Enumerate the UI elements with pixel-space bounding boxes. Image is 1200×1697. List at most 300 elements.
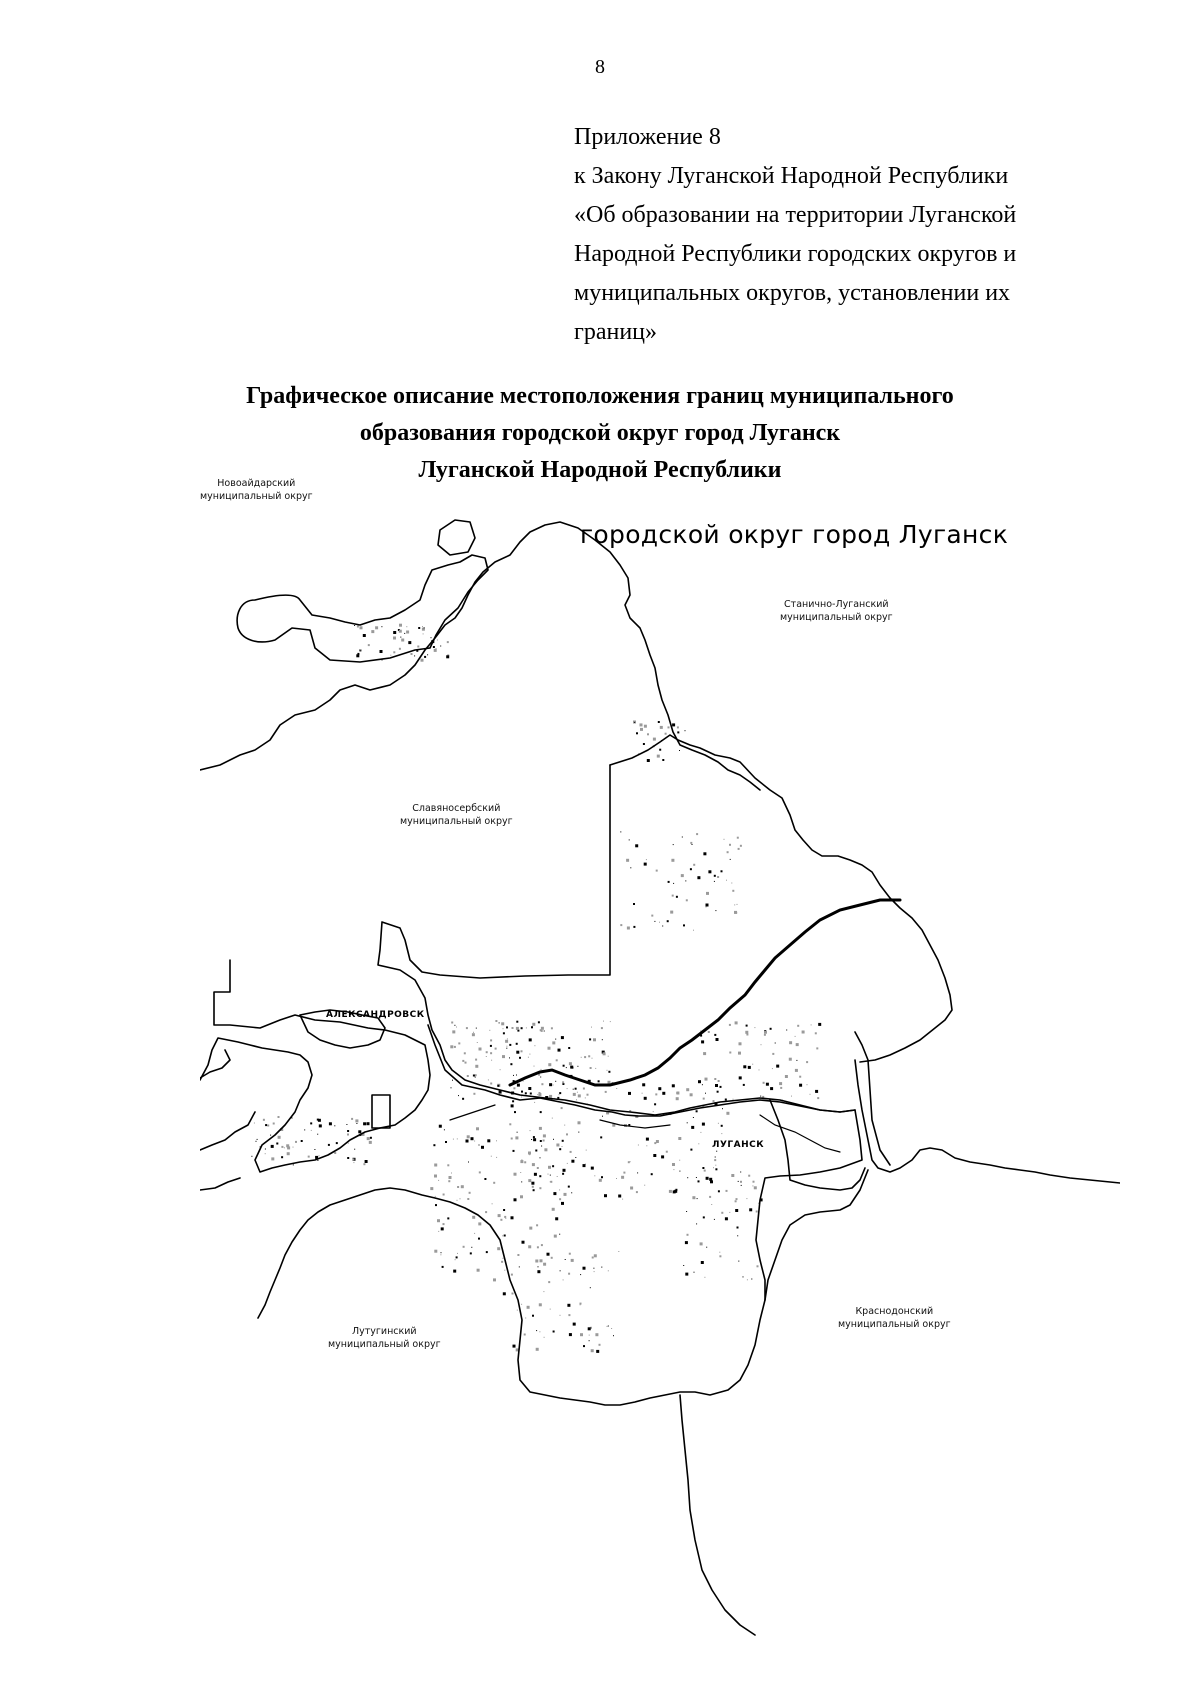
- map-speckle: [501, 1022, 504, 1025]
- map-speckle: [357, 626, 359, 628]
- map-speckle: [371, 630, 374, 633]
- map-speckle: [734, 904, 735, 905]
- map-speckle: [505, 1218, 506, 1219]
- map-speckle: [472, 1216, 475, 1219]
- map-speckle: [557, 1176, 558, 1177]
- map-speckle: [493, 1182, 495, 1184]
- map-speckle: [736, 1198, 738, 1200]
- title-line: Графическое описание местоположения границ муниципального: [246, 383, 954, 409]
- map-speckle: [400, 637, 401, 638]
- map-speckle: [319, 1124, 322, 1127]
- map-speckle: [547, 1253, 550, 1256]
- map-speckle: [434, 1175, 437, 1178]
- map-speckle: [786, 1030, 787, 1031]
- document-title: [0, 378, 1200, 489]
- map-speckle: [731, 1174, 734, 1177]
- map-speckle: [503, 1032, 505, 1034]
- map-speckle: [601, 1176, 603, 1178]
- map-speckle: [567, 1088, 568, 1089]
- map-speckle: [528, 1152, 531, 1155]
- map-speckle: [583, 1345, 585, 1347]
- map-speckle: [637, 1172, 638, 1173]
- map-speckle: [441, 1252, 442, 1253]
- map-speckle: [487, 1139, 490, 1142]
- map-speckle: [464, 1052, 466, 1054]
- map-speckle: [704, 1170, 706, 1172]
- map-speckle: [729, 844, 731, 846]
- map-speckle: [661, 1155, 664, 1158]
- map-speckle: [531, 1182, 534, 1185]
- map-speckle: [591, 1349, 594, 1352]
- map-speckle: [456, 1027, 457, 1028]
- region-label-novoaidar: Новоайдарский муниципальный округ: [200, 478, 313, 502]
- map-speckle: [685, 880, 686, 881]
- map-speckle: [789, 1041, 792, 1044]
- map-speckle: [818, 1023, 821, 1026]
- map-speckle: [411, 653, 413, 655]
- map-speckle: [358, 1130, 361, 1133]
- map-speckle: [270, 1135, 271, 1136]
- map-speckle: [502, 1235, 503, 1236]
- map-speckle: [504, 1235, 506, 1237]
- map-speckle: [776, 1065, 779, 1068]
- map-speckle: [548, 1166, 551, 1169]
- map-speckle: [706, 1247, 707, 1248]
- map-speckle: [724, 839, 725, 840]
- map-speckle: [553, 1331, 555, 1333]
- map-speckle: [461, 1185, 464, 1188]
- map-speckle: [568, 1186, 570, 1188]
- map-speckle: [634, 722, 635, 723]
- map-speckle: [273, 1123, 275, 1125]
- map-speckle: [751, 1279, 752, 1280]
- map-speckle: [433, 646, 435, 648]
- map-speckle: [444, 1129, 445, 1130]
- map-speckle: [746, 1025, 748, 1027]
- map-speckle: [552, 1165, 554, 1167]
- map-speckle: [616, 1088, 617, 1089]
- map-speckle: [534, 1102, 535, 1103]
- map-speckle: [775, 1043, 776, 1044]
- map-speckle: [646, 1145, 647, 1146]
- map-speckle: [618, 1195, 621, 1198]
- map-speckle: [608, 1270, 609, 1271]
- map-speckle: [520, 1195, 523, 1198]
- map-speckle: [521, 1027, 523, 1029]
- map-speckle: [759, 1069, 760, 1070]
- appendix-line: к Закону Луганской Народной Республики: [574, 163, 1009, 189]
- southeast-boundary: [765, 1170, 868, 1300]
- map-speckle: [662, 759, 664, 761]
- map-speckle: [467, 1075, 469, 1077]
- map-speckle: [427, 654, 428, 655]
- map-speckle: [697, 1198, 698, 1199]
- map-speckle: [718, 1123, 719, 1124]
- map-speckle: [485, 1211, 487, 1213]
- map-speckle: [561, 1107, 563, 1109]
- map-speckle: [354, 1149, 355, 1150]
- map-speckle: [458, 1042, 460, 1044]
- map-speckle: [267, 1125, 269, 1127]
- map-speckle: [466, 1140, 469, 1143]
- map-speckle: [683, 924, 685, 926]
- map-speckle: [484, 1178, 486, 1180]
- map-speckle: [701, 1261, 704, 1264]
- map-speckle: [532, 1023, 535, 1026]
- map-speckle: [698, 1080, 701, 1083]
- map-speckle: [370, 1137, 372, 1139]
- map-speckle: [375, 626, 378, 629]
- map-speckle: [739, 1076, 742, 1079]
- map-speckle: [717, 876, 719, 878]
- map-speckle: [515, 1136, 518, 1139]
- map-speckle: [265, 1124, 267, 1126]
- map-speckle: [764, 1034, 766, 1036]
- map-speckle: [608, 1081, 611, 1084]
- map-speckle: [726, 1190, 728, 1192]
- map-speckle: [360, 626, 363, 629]
- map-speckle: [720, 1086, 722, 1088]
- map-speckle: [256, 1141, 257, 1142]
- map-speckle: [564, 1193, 567, 1196]
- map-speckle: [626, 859, 629, 862]
- map-speckle: [747, 1279, 748, 1280]
- map-speckle: [477, 1042, 478, 1043]
- map-speckle: [486, 1251, 488, 1253]
- map-speckle: [527, 1306, 530, 1309]
- map-speckle: [700, 1132, 701, 1133]
- map-speckle: [599, 1179, 602, 1182]
- map-speckle: [743, 1276, 744, 1277]
- map-speckle: [692, 1196, 695, 1199]
- map-speckle: [811, 1024, 812, 1025]
- map-speckle: [552, 1208, 555, 1211]
- map-speckle: [690, 1093, 693, 1096]
- map-speckle: [406, 626, 407, 627]
- map-speckle: [676, 896, 678, 898]
- map-speckle: [520, 1172, 521, 1173]
- map-speckle: [740, 845, 742, 847]
- map-speckle: [718, 1190, 720, 1192]
- map-speckle: [608, 1326, 609, 1327]
- map-speckle: [516, 1043, 518, 1045]
- map-speckle: [498, 1214, 501, 1217]
- map-speckle: [772, 1068, 773, 1069]
- map-speckle: [608, 1071, 610, 1073]
- map-speckle: [761, 1044, 762, 1045]
- map-speckle: [563, 1279, 564, 1280]
- map-speckle: [329, 1122, 332, 1125]
- map-speckle: [704, 1277, 705, 1278]
- map-speckle: [319, 1155, 320, 1156]
- map-speckle: [565, 1259, 566, 1260]
- map-speckle: [549, 1095, 552, 1098]
- map-speckle: [618, 1251, 619, 1252]
- map-speckle: [706, 1177, 709, 1180]
- map-speckle: [534, 1066, 535, 1067]
- map-speckle: [511, 1274, 513, 1276]
- map-speckle: [317, 1160, 318, 1161]
- map-speckle: [470, 1252, 472, 1254]
- appendix-line: «Об образовании на территории Луганской: [574, 202, 1017, 228]
- map-speckle: [553, 1085, 554, 1086]
- map-speckle: [674, 1190, 677, 1193]
- map-speckle: [575, 1157, 576, 1158]
- map-speckle: [571, 1160, 574, 1163]
- south-boundary: [680, 1395, 755, 1635]
- map-speckle: [578, 1121, 581, 1124]
- map-speckle: [463, 1246, 465, 1248]
- region-label-slavyanoserb: Славяносербский муниципальный округ: [400, 803, 513, 827]
- map-speckle: [469, 1192, 471, 1194]
- east-boundary: [610, 735, 952, 1062]
- map-speckle: [651, 915, 653, 917]
- map-speckle: [770, 1087, 773, 1090]
- map-speckle: [651, 1173, 653, 1175]
- map-speckle: [446, 655, 449, 658]
- map-speckle: [479, 1145, 480, 1146]
- map-speckle: [528, 1057, 529, 1058]
- map-speckle: [500, 1069, 501, 1070]
- map-speckle: [473, 1075, 475, 1077]
- map-speckle: [457, 1186, 459, 1188]
- map-speckle: [452, 1030, 455, 1033]
- map-speckle: [530, 1093, 532, 1095]
- map-speckle: [687, 1234, 689, 1236]
- map-speckle: [562, 1146, 563, 1147]
- map-speckle: [604, 1194, 607, 1197]
- map-speckle: [399, 648, 401, 650]
- map-speckle: [795, 1036, 796, 1037]
- map-speckle: [802, 1031, 805, 1034]
- map-speckle: [693, 864, 695, 866]
- map-speckle: [735, 1021, 738, 1024]
- map-speckle: [529, 1038, 532, 1041]
- map-speckle: [753, 1181, 755, 1183]
- map-speckle: [536, 1348, 539, 1351]
- map-speckle: [687, 1122, 688, 1123]
- map-speckle: [532, 1026, 533, 1027]
- map-speckle: [418, 627, 420, 629]
- map-speckle: [502, 1055, 505, 1058]
- map-speckle: [271, 1157, 274, 1160]
- map-speckle: [673, 844, 674, 845]
- map-speckle: [602, 1116, 603, 1117]
- map-speckle: [540, 1259, 543, 1262]
- map-speckle: [715, 910, 716, 911]
- map-speckle: [679, 750, 680, 751]
- appendix-line: Приложение 8: [574, 124, 721, 150]
- map-speckle: [685, 1273, 688, 1276]
- map-speckle: [640, 728, 643, 731]
- map-speckle: [696, 1177, 697, 1178]
- map-speckle: [537, 1246, 539, 1248]
- map-speckle: [479, 1171, 481, 1173]
- map-speckle: [734, 911, 737, 914]
- map-speckle: [732, 890, 734, 892]
- map-speckle: [532, 1315, 534, 1317]
- map-speckle: [686, 1211, 687, 1212]
- map-speckle: [588, 1055, 590, 1057]
- map-speckle: [265, 1153, 266, 1154]
- map-speckle: [738, 848, 740, 850]
- map-speckle: [709, 1196, 711, 1198]
- map-speckle: [746, 1198, 747, 1199]
- map-speckle: [434, 649, 437, 652]
- map-speckle: [745, 1031, 748, 1034]
- map-speckle: [540, 1111, 542, 1113]
- map-speckle: [713, 1167, 714, 1168]
- map-speckle: [505, 1040, 508, 1043]
- map-speckle: [795, 1069, 798, 1072]
- map-speckle: [708, 870, 711, 873]
- map-speckle: [525, 1092, 527, 1094]
- map-speckle: [524, 1161, 526, 1163]
- map-speckle: [760, 1096, 761, 1097]
- map-speckle: [534, 1173, 537, 1176]
- map-speckle: [587, 1094, 589, 1096]
- appendix-line: Народной Республики городских округов и: [574, 241, 1017, 267]
- map-speckle: [550, 1181, 551, 1182]
- map-speckle: [551, 1257, 553, 1259]
- map-speckle: [815, 1032, 817, 1034]
- map-speckle: [347, 1157, 349, 1159]
- map-speckle: [497, 1247, 500, 1250]
- map-speckle: [627, 927, 630, 930]
- map-speckle: [796, 1043, 799, 1046]
- map-speckle: [595, 1333, 598, 1336]
- map-speckle: [540, 1140, 542, 1142]
- map-speckle: [616, 1178, 617, 1179]
- map-speckle: [642, 1083, 645, 1086]
- map-speckle: [662, 926, 663, 927]
- map-speckle: [449, 1176, 452, 1179]
- map-speckle: [740, 1172, 741, 1173]
- map-speckle: [499, 1022, 500, 1023]
- map-speckle: [733, 1099, 734, 1100]
- map-speckle: [442, 1266, 444, 1268]
- map-speckle: [478, 1222, 481, 1225]
- map-speckle: [536, 1330, 537, 1331]
- map-speckle: [570, 1151, 572, 1153]
- map-speckle: [513, 1345, 516, 1348]
- map-header: городской округ город Луганск: [580, 520, 1009, 549]
- map-speckle: [743, 1065, 746, 1068]
- map-speckle: [598, 1080, 600, 1082]
- map-speckle: [722, 1108, 723, 1109]
- map-speckle: [503, 1209, 505, 1211]
- map-speckle: [516, 1075, 517, 1076]
- map-speckle: [608, 1056, 609, 1057]
- map-speckle: [514, 1198, 517, 1201]
- map-speckle: [658, 1087, 661, 1090]
- map-speckle: [556, 1059, 558, 1061]
- map-speckle: [564, 1125, 565, 1126]
- map-speckle: [592, 1058, 593, 1059]
- map-speckle: [583, 1164, 586, 1167]
- map-speckle: [433, 1144, 435, 1146]
- map-speckle: [347, 1130, 349, 1132]
- map-speckle: [511, 1216, 514, 1219]
- map-speckle: [528, 1245, 531, 1248]
- map-speckle: [693, 930, 694, 931]
- map-speckle: [506, 1026, 508, 1028]
- map-speckle: [514, 1173, 517, 1176]
- map-speckle: [703, 1052, 706, 1055]
- map-speckle: [602, 1039, 603, 1040]
- map-speckle: [685, 730, 686, 731]
- map-speckle: [512, 1293, 514, 1295]
- map-speckle: [353, 1162, 354, 1163]
- map-speckle: [476, 1127, 479, 1130]
- map-speckle: [737, 1227, 739, 1229]
- map-speckle: [672, 723, 675, 726]
- map-speckle: [714, 1219, 715, 1220]
- map-speckle: [748, 1066, 751, 1069]
- map-speckle: [729, 1024, 731, 1026]
- settlement-polygon: [237, 555, 488, 662]
- appendix-note: [574, 118, 1134, 352]
- map-speckle: [716, 1151, 717, 1152]
- map-speckle: [278, 1116, 280, 1118]
- map-speckle: [334, 1125, 335, 1126]
- map-speckle: [670, 911, 673, 914]
- map-speckle: [594, 1175, 595, 1176]
- map-speckle: [577, 1066, 578, 1067]
- map-speckle: [516, 1027, 519, 1030]
- map-speckle: [368, 644, 370, 646]
- map-speckle: [715, 1168, 717, 1170]
- map-speckle: [354, 625, 355, 626]
- map-speckle: [673, 1169, 674, 1170]
- map-speckle: [543, 1263, 546, 1266]
- map-speckle: [697, 876, 700, 879]
- map-speckle: [478, 1238, 480, 1240]
- map-speckle: [644, 725, 647, 728]
- map-speckle: [435, 1204, 437, 1206]
- map-speckle: [334, 1152, 336, 1154]
- map-speckle: [646, 859, 647, 860]
- map-speckle: [276, 1143, 278, 1145]
- map-speckle: [538, 1266, 539, 1267]
- map-speckle: [789, 1058, 792, 1061]
- map-speckle: [431, 637, 432, 638]
- map-speckle: [544, 1148, 547, 1151]
- map-speckle: [566, 1067, 567, 1068]
- map-speckle: [473, 1093, 475, 1095]
- map-speckle: [703, 1216, 705, 1218]
- map-speckle: [512, 1027, 514, 1029]
- map-speckle: [512, 1100, 514, 1102]
- map-speckle: [575, 1088, 577, 1090]
- map-speckle: [541, 1083, 543, 1085]
- map-speckle: [363, 634, 366, 637]
- map-speckle: [447, 1164, 449, 1166]
- map-speckle: [754, 1186, 757, 1189]
- map-speckle: [500, 1219, 502, 1221]
- map-speckle: [424, 656, 426, 658]
- map-speckle: [541, 1030, 543, 1032]
- map-speckle: [576, 1099, 577, 1100]
- map-speckle: [591, 1027, 592, 1028]
- map-speckle: [281, 1156, 283, 1158]
- map-speckle: [785, 1075, 788, 1078]
- map-speckle: [691, 1126, 694, 1129]
- map-speckle: [293, 1147, 294, 1148]
- map-speckle: [544, 1031, 545, 1032]
- map-speckle: [638, 1145, 639, 1146]
- map-speckle: [560, 1315, 561, 1316]
